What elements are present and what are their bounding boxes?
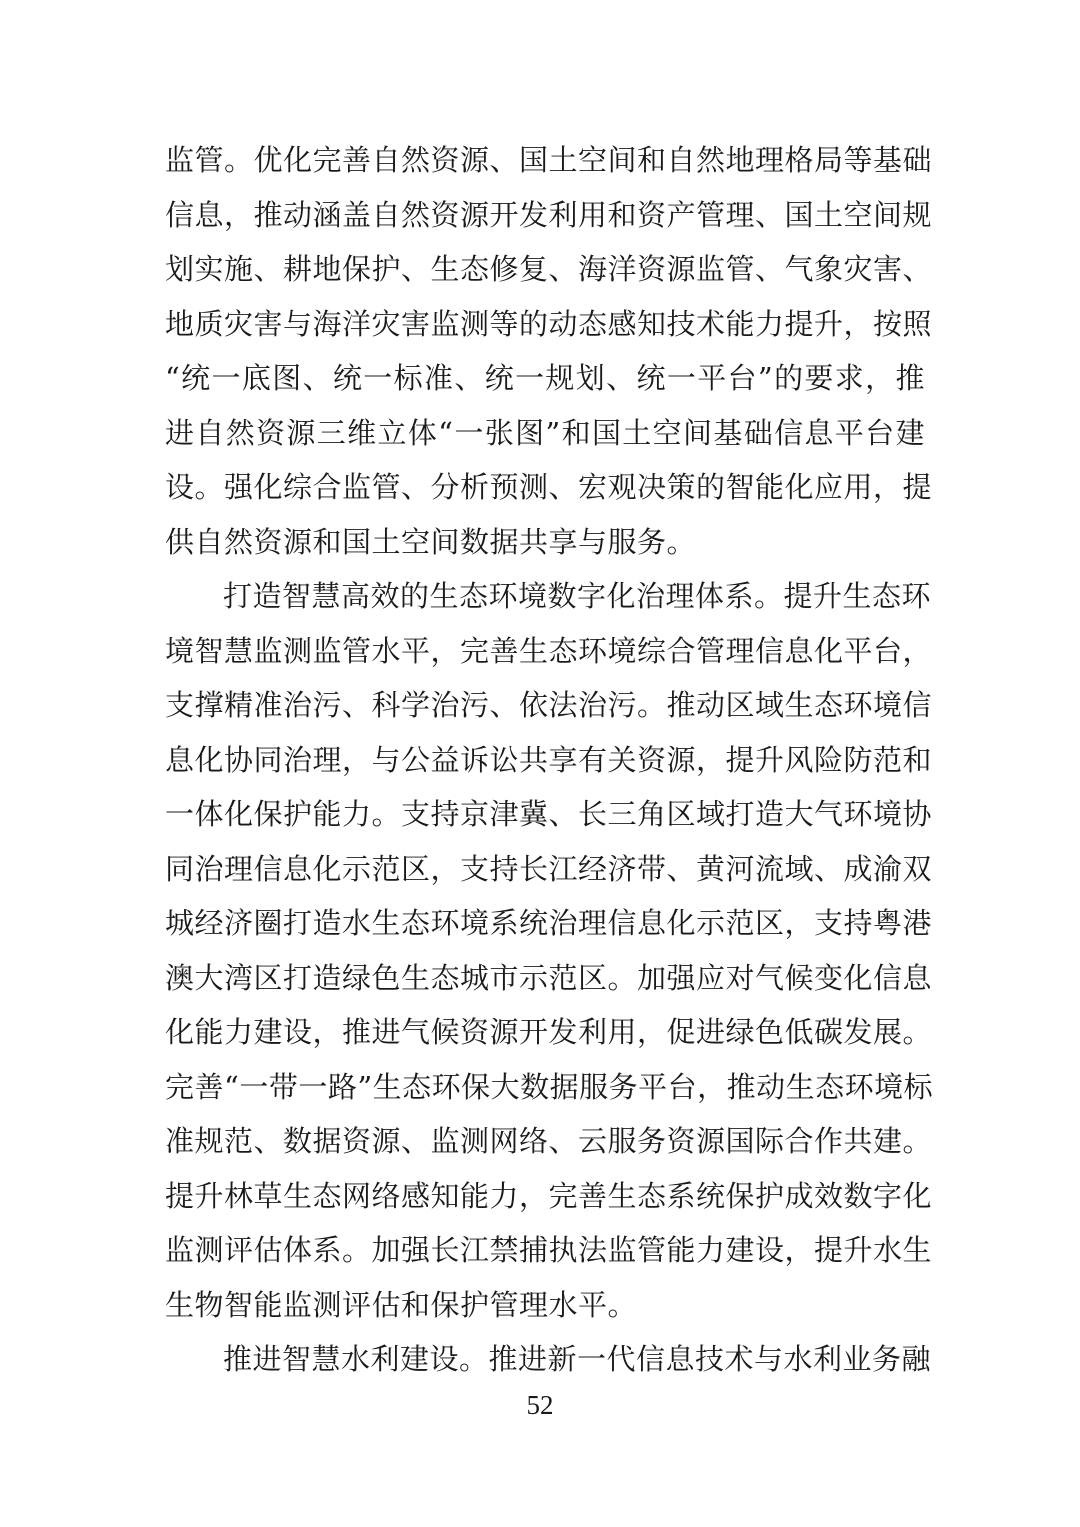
- text-line: 城经济圈打造水生态环境系统治理信息化示范区，支持粤港: [165, 906, 933, 940]
- text-line: 供自然资源和国土空间数据共享与服务。: [165, 524, 697, 559]
- text-line: 完善“一带一路”生态环保大数据服务平台，推动生态环境标: [165, 1069, 934, 1104]
- text-line: 设。强化综合监管、分析预测、宏观决策的智能化应用，提: [165, 470, 933, 504]
- text-line: 息化协同治理，与公益诉讼共享有关资源，提升风险防范和: [165, 742, 933, 777]
- text-line: 监测评估体系。加强长江禁捕执法监管能力建设，提升水生: [165, 1233, 933, 1267]
- text-line: 澳大湾区打造绿色生态城市示范区。加强应对气候变化信息: [165, 960, 933, 995]
- text-line: 监管。优化完善自然资源、国土空间和自然地理格局等基础: [165, 143, 933, 177]
- text-line: 境智慧监测监管水平，完善生态环境综合管理信息化平台，: [165, 633, 933, 668]
- text-line: 生物智能监测评估和保护管理水平。: [165, 1287, 638, 1322]
- text-line: 支撑精准治污、科学治污、依法治污。推动区域生态环境信: [165, 688, 933, 722]
- text-line: 进自然资源三维立体“一张图”和国土空间基础信息平台建: [165, 415, 925, 450]
- text-line: “统一底图、统一标准、统一规划、统一平台”的要求，推: [165, 361, 925, 395]
- text-line: 信息，推动涵盖自然资源开发利用和资产管理、国土空间规: [165, 197, 933, 232]
- text-line: 划实施、耕地保护、生态修复、海洋资源监管、气象灾害、: [165, 252, 933, 286]
- body-text: [165, 133, 934, 1387]
- paragraph-heading-line: 打造智慧高效的生态环境数字化治理体系。提升生态环: [223, 579, 932, 613]
- text-line: 提升林草生态网络感知能力，完善生态系统保护成效数字化: [165, 1178, 933, 1213]
- text-line: 化能力建设，推进气候资源开发利用，促进绿色低碳发展。: [165, 1015, 933, 1049]
- page-number: 52: [526, 1390, 554, 1420]
- text-line: 一体化保护能力。支持京津冀、长三角区域打造大气环境协: [165, 797, 933, 831]
- text-line: 同治理信息化示范区，支持长江经济带、黄河流域、成渝双: [165, 851, 933, 886]
- text-line: 准规范、数据资源、监测网络、云服务资源国际合作共建。: [165, 1124, 933, 1158]
- paragraph-heading-line: 推进智慧水利建设。推进新一代信息技术与水利业务融: [223, 1342, 932, 1376]
- text-line: 地质灾害与海洋灾害监测等的动态感知技术能力提升，按照: [165, 306, 933, 341]
